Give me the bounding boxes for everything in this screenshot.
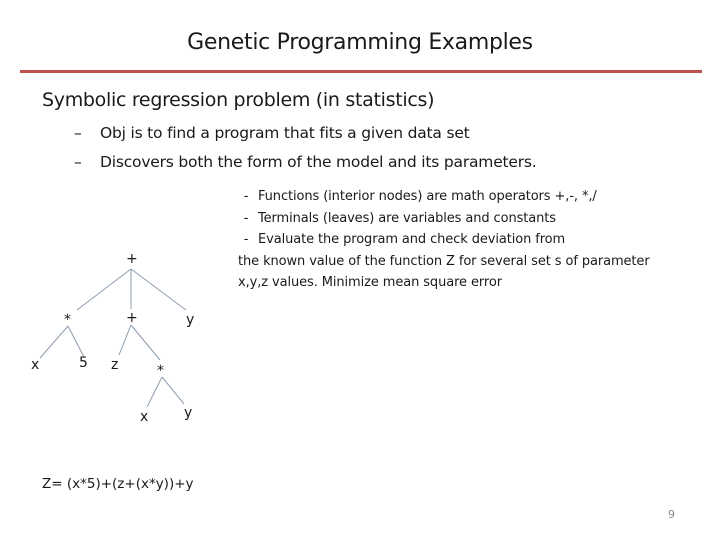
note-marker: - bbox=[243, 189, 249, 204]
formula-text: Z= (x*5)+(z+(x*y))+y bbox=[42, 476, 194, 492]
tree-edge bbox=[119, 325, 131, 355]
tree-edge bbox=[131, 325, 160, 360]
bullet-marker: – bbox=[74, 124, 82, 142]
note-marker: - bbox=[243, 232, 249, 247]
sub-bullet-text: Discovers both the form of the model and its parameters. bbox=[100, 153, 537, 171]
tree-leaf-x: x bbox=[31, 357, 40, 373]
tree-edge bbox=[147, 377, 162, 407]
tree-node-multiply-inner: * bbox=[157, 363, 164, 379]
tree-leaf-z: z bbox=[111, 357, 119, 373]
note-text: Terminals (leaves) are variables and constants bbox=[258, 210, 556, 226]
note-continuation: the known value of the function Z for several set s of parameter bbox=[238, 253, 650, 269]
note-continuation: x,y,z values. Minimize mean square error bbox=[238, 275, 502, 290]
page-number: 9 bbox=[668, 508, 675, 521]
tree-leaf-5: 5 bbox=[79, 355, 88, 371]
tree-edge bbox=[77, 269, 131, 310]
sub-bullet-text: Obj is to find a program that fits a given data set bbox=[100, 124, 470, 142]
main-heading: Symbolic regression problem (in statistics) bbox=[42, 89, 435, 111]
tree-node-plus: + bbox=[126, 310, 138, 326]
tree-edge bbox=[68, 326, 84, 357]
tree-edge bbox=[162, 377, 184, 404]
tree-node-multiply: * bbox=[64, 312, 71, 328]
tree-leaf-y-inner: y bbox=[184, 405, 193, 421]
tree-edge bbox=[40, 326, 68, 358]
note-marker: - bbox=[243, 210, 249, 226]
tree-node-root: + bbox=[126, 251, 138, 267]
note-text: Functions (interior nodes) are math operators +,-, *,/ bbox=[258, 189, 597, 204]
slide-title: Genetic Programming Examples bbox=[187, 30, 533, 55]
bullet-marker: – bbox=[74, 153, 82, 171]
tree-leaf-x-inner: x bbox=[140, 409, 149, 425]
tree-edge bbox=[131, 269, 186, 310]
tree-leaf-y: y bbox=[186, 312, 195, 328]
note-text: Evaluate the program and check deviation from bbox=[258, 232, 566, 247]
